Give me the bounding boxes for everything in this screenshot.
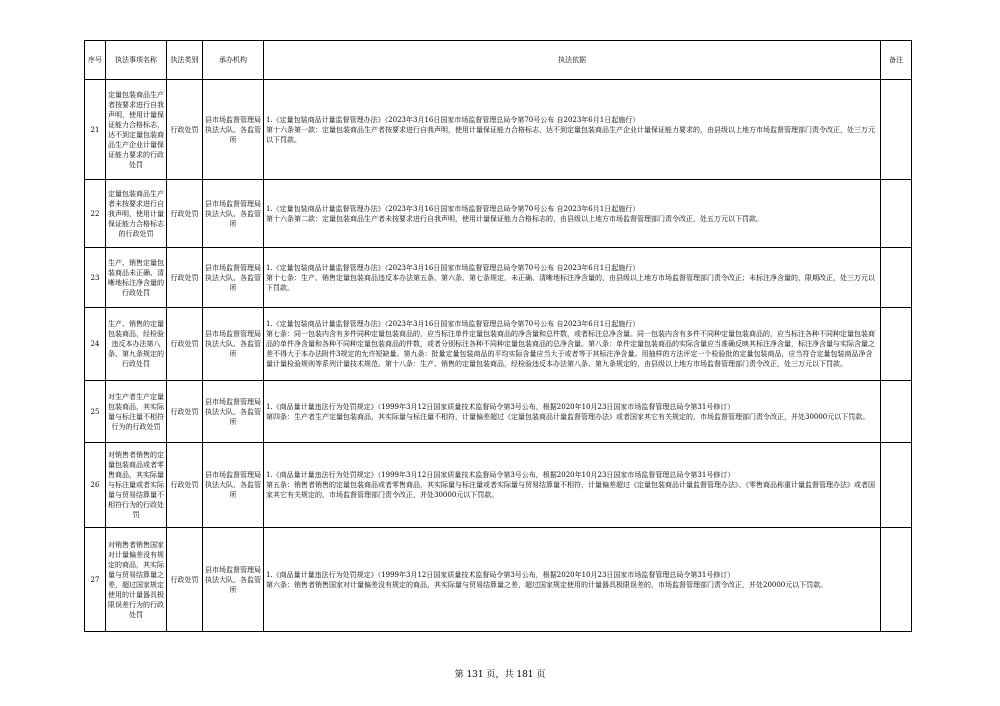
row-no: 24 [85, 308, 106, 381]
row-item: 定量包装商品生产者按要求进行自我声明，使用计量保证能力合格标志，达不到定量包装商品生产企业计量保证能力要求的行政处罚 [106, 80, 167, 180]
row-item: 对销售者销售国家对计量偏差没有规定的商品，其实际量与贸易结算量之差，超过国家规定使用的计量器具极限误差行为的行政处罚 [106, 528, 167, 632]
row-agency: 县市场监督管理局执法大队、各监管所 [203, 443, 264, 528]
row-agency: 县市场监督管理局执法大队、各监管所 [203, 381, 264, 443]
table-header-row [85, 41, 912, 80]
header-basis: 执法依据 [264, 41, 881, 80]
row-basis: 1.《商品量计量违法行为处罚规定》（1999年3月12日国家质量技术监督局令第3号公布，根据2020年10月23日国家市场监督管理总局令第31号修订） 第四条：生产者生产定量包装商品，其实际量与标注量不相符，计量偏差超过《定量包装商品计量监督管理办法》或者国家其它有关规定的，市场监督管理部门责令改正，并处30000元以下罚款。 [264, 381, 881, 443]
row-item: 对销售者销售的定量包装商品或者零售商品，其实际量与标注量或者实际量与贸易结算量不相符行为的行政处罚 [106, 443, 167, 528]
row-agency: 县市场监督管理局执法大队、各监管所 [203, 308, 264, 381]
row-remark [881, 443, 912, 528]
row-basis: 1.《定量包装商品计量监督管理办法》（2023年3月16日国家市场监督管理总局令第70号公布 自2023年6月1日起施行） 第十六条第一款：定量包装商品生产者按要求进行自我声明，使用计量保证能力合格标志，达不到定量包装商品生产企业计量保证能力要求的，由县级以上地方市场监督管理部门责令改正，处三万元以下罚款。 [264, 80, 881, 180]
header-agency: 承办机构 [203, 41, 264, 80]
row-category: 行政处罚 [167, 528, 203, 632]
header-remark: 备注 [881, 41, 912, 80]
header-category: 执法类别 [167, 41, 203, 80]
row-no: 27 [85, 528, 106, 632]
table-row [85, 180, 912, 248]
row-remark [881, 248, 912, 308]
row-category: 行政处罚 [167, 80, 203, 180]
table-row [85, 528, 912, 632]
row-remark [881, 80, 912, 180]
table-row [85, 443, 912, 528]
row-no: 21 [85, 80, 106, 180]
row-item: 生产、销售定量包装商品未正确、清晰地标注净含量的行政处罚 [106, 248, 167, 308]
row-basis: 1.《定量包装商品计量监督管理办法》（2023年3月16日国家市场监督管理总局令第70号公布 自2023年6月1日起施行） 第十六条第二款：定量包装商品生产者未按要求进行自我声明，使用计量保证能力合格标志的，由县级以上地方市场监督管理部门责令改正，处五万元以下罚款。 [264, 180, 881, 248]
row-basis: 1.《商品量计量违法行为处罚规定》（1999年3月12日国家质量技术监督局令第3号公布，根据2020年10月23日国家市场监督管理总局令第31号修订） 第五条：销售者销售的定量包装商品或者零售商品，其实际量与标注量或者实际量与贸易结算量不相符，计量偏差超过《定量包装商品计量监督管理办法》、《零售商品称重计量监督管理办法》或者国家其它有关规定的，市场监督管理部门责令改正，并处30000元以下罚款。 [264, 443, 881, 528]
row-no: 25 [85, 381, 106, 443]
row-item: 对生产者生产定量包装商品，其实际量与标注量不相符行为的行政处罚 [106, 381, 167, 443]
row-basis: 1.《定量包装商品计量监督管理办法》（2023年3月16日国家市场监督管理总局令第70号公布 自2023年6月1日起施行） 第十七条：生产、销售定量包装商品违反本办法第五条、第六条、第七条规定，未正确、清晰地标注净含量的，由县级以上地方市场监督管理部门责令改正；未标注净含量的，限期改正，处三万元以下罚款。 [264, 248, 881, 308]
row-agency: 县市场监督管理局执法大队、各监管所 [203, 528, 264, 632]
row-remark [881, 528, 912, 632]
row-item: 定量包装商品生产者未按要求进行自我声明，使用计量保证能力合格标志的行政处罚 [106, 180, 167, 248]
row-no: 22 [85, 180, 106, 248]
row-category: 行政处罚 [167, 248, 203, 308]
row-basis: 1.《定量包装商品计量监督管理办法》（2023年3月16日国家市场监督管理总局令第70号公布 自2023年6月1日起施行） 第七条：同一包装内含有多件同种定量包装商品的，应当标注单件定量包装商品的净含量和总件数，或者标注总净含量。同一包装内含有多件不同种定量包装商品的，应当标注各种不同种定量包装商品的单件净含量和各种不同种定量包装商品的件数，或者分别标注各种不同种定量包装商品的总净含量。第八条：单件定量包装商品的实际含量应当准确反映其标注净含量，标注净含量与实际含量之差不得大于本办法附件3规定的允许短缺量。第九条：批量定量包装商品的平均实际含量应当大于或者等于其标注净含量。用抽样的方法评定一个检验批的定量包装商品，应当符合定量包装商品净含量计量检验规则等系列计量技术规范。第十八条：生产、销售的定量包装商品，经检验违反本办法第八条、第九条规定的，由县级以上地方市场监督管理部门责令改正，处三万元以下罚款。 [264, 308, 881, 381]
enforcement-table [84, 40, 912, 632]
row-item: 生产、销售的定量包装商品，经检验违反本办法第八条、第九条规定的行政处罚 [106, 308, 167, 381]
row-category: 行政处罚 [167, 443, 203, 528]
header-item: 执法事项名称 [106, 41, 167, 80]
row-agency: 县市场监督管理局执法大队、各监管所 [203, 180, 264, 248]
row-no: 26 [85, 443, 106, 528]
row-no: 23 [85, 248, 106, 308]
row-remark [881, 180, 912, 248]
row-remark [881, 381, 912, 443]
table-row [85, 248, 912, 308]
row-category: 行政处罚 [167, 180, 203, 248]
table-row [85, 80, 912, 180]
row-remark [881, 308, 912, 381]
header-no: 序号 [85, 41, 106, 80]
page-number: 第 131 页，共 181 页 [454, 670, 546, 680]
row-agency: 县市场监督管理局执法大队、各监管所 [203, 248, 264, 308]
row-basis: 1.《商品量计量违法行为处罚规定》（1999年3月12日国家质量技术监督局令第3号公布，根据2020年10月23日国家市场监督管理总局令第31号修订） 第六条：销售者销售国家对计量偏差没有规定的商品，其实际量与贸易结算量之差，超过国家规定使用的计量器具极限误差的，市场监督管理部门责令改正，并处20000元以下罚款。 [264, 528, 881, 632]
table-row [85, 381, 912, 443]
row-agency: 县市场监督管理局执法大队、各监管所 [203, 80, 264, 180]
table-row [85, 308, 912, 381]
row-category: 行政处罚 [167, 381, 203, 443]
row-category: 行政处罚 [167, 308, 203, 381]
